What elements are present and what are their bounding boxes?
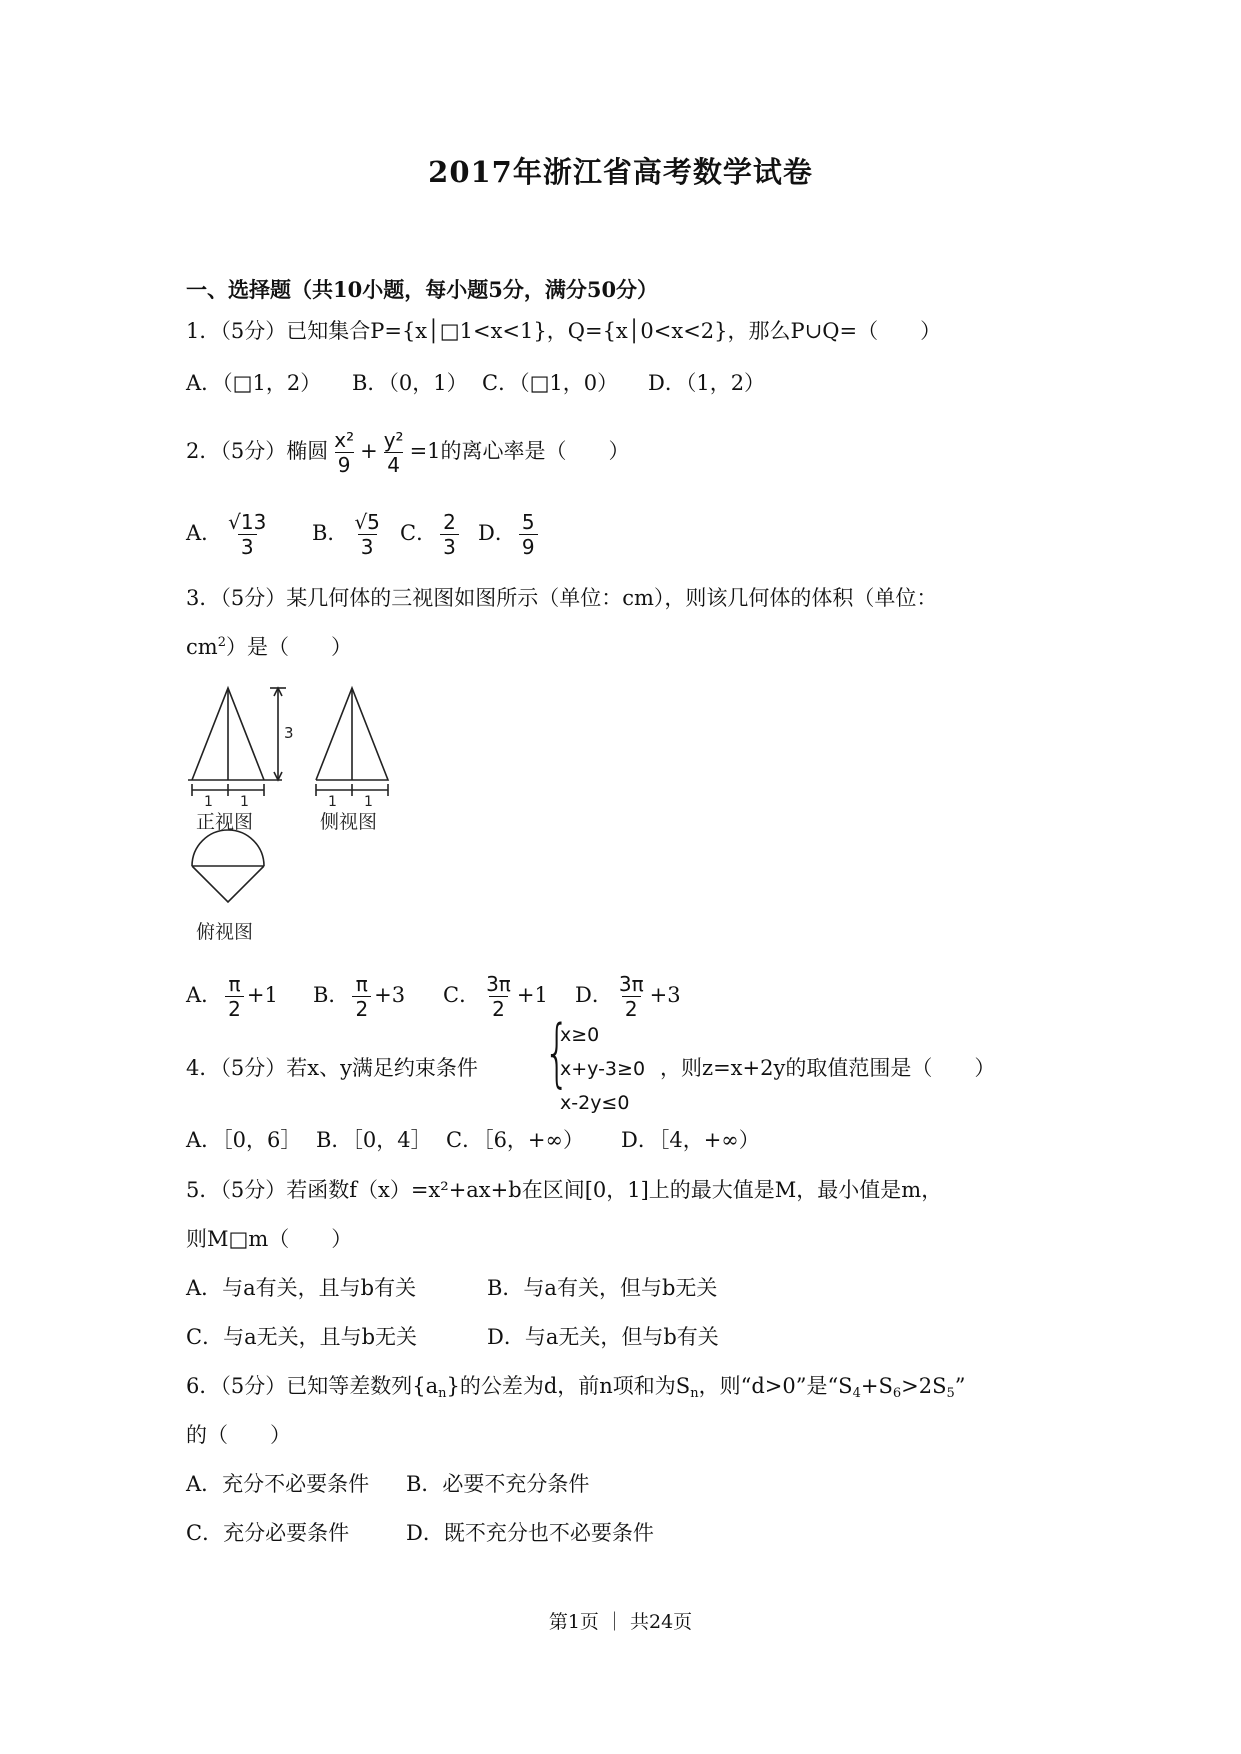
fraction-numerator: 5 xyxy=(521,510,535,534)
question-5-stem-line-2: 则M□m（ ） xyxy=(186,1227,353,1251)
question-1-options xyxy=(186,370,765,396)
option-tail: +3 xyxy=(374,983,406,1007)
side-width-label-1: 1 xyxy=(328,794,337,810)
front-width-label-1: 1 xyxy=(204,794,213,810)
q2-fraction-x xyxy=(331,428,357,477)
option-label: A． xyxy=(186,983,223,1007)
option-fraction xyxy=(616,972,647,1021)
q6-option-d[interactable]: D．既不充分也不必要条件 xyxy=(406,1521,654,1545)
fraction-numerator: y² xyxy=(383,428,404,452)
option-fraction xyxy=(225,510,269,559)
option-fraction xyxy=(440,510,459,559)
question-6-stem-line-2: 的（ ） xyxy=(186,1423,291,1447)
constraint-1: x≥0 xyxy=(560,1024,600,1046)
q3-unit: cm xyxy=(186,635,218,659)
question-3-options xyxy=(186,972,681,1021)
fraction-numerator: 2 xyxy=(443,510,456,534)
fraction-numerator: √13 xyxy=(228,510,267,534)
q6-subscript-n: n xyxy=(438,1386,447,1401)
side-view xyxy=(316,688,388,796)
option-fraction xyxy=(519,510,538,559)
option-label: A． xyxy=(186,521,223,545)
q6-gt: >2S xyxy=(901,1374,947,1398)
top-view-label: 俯视图 xyxy=(196,921,254,943)
constraint-2: x+y-3≥0 xyxy=(560,1058,646,1080)
q3-option-d[interactable] xyxy=(575,972,681,1021)
question-2-stem xyxy=(186,428,630,477)
option-fraction xyxy=(483,972,514,1021)
q6-option-c[interactable]: C．充分必要条件 xyxy=(186,1521,350,1545)
option-fraction xyxy=(225,972,244,1021)
q6-stem-c: ，则“d>0”是“S xyxy=(698,1374,853,1398)
question-1-stem: 1．（5分）已知集合P={x│□1<x<1}，Q={x│0<x<2}，那么P∪Q=（ ） xyxy=(186,319,942,343)
page-footer: 第1页 ｜ 共24页 xyxy=(548,1611,693,1633)
front-width-label-2: 1 xyxy=(240,794,249,810)
option-label: D． xyxy=(575,983,613,1007)
fraction-numerator: π xyxy=(228,972,241,996)
fraction-numerator: 3π xyxy=(486,972,511,996)
question-6-options-row-2 xyxy=(186,1520,654,1546)
q2-option-d[interactable] xyxy=(478,510,541,559)
q6-option-a[interactable]: A．充分不必要条件 xyxy=(186,1472,370,1496)
constraint-3: x-2y≤0 xyxy=(560,1092,630,1114)
option-label: C． xyxy=(400,521,438,545)
question-5-options-row-2 xyxy=(186,1324,719,1350)
q5-option-d[interactable]: D．与a无关，但与b有关 xyxy=(487,1325,719,1349)
q4-option-a[interactable]: A．［0，6］ xyxy=(186,1128,302,1152)
top-view-triangle xyxy=(192,866,264,902)
question-3-stem-line-2 xyxy=(186,634,352,660)
q6-stem-b: }的公差为d，前n项和为S xyxy=(446,1374,691,1398)
fraction-numerator: x² xyxy=(334,428,355,452)
top-view xyxy=(192,830,264,902)
fraction-denominator: 2 xyxy=(622,996,641,1021)
height-label: 3 xyxy=(284,724,294,742)
option-tail: +1 xyxy=(246,983,278,1007)
q6-plus: +S xyxy=(860,1374,893,1398)
option-fraction xyxy=(351,510,382,559)
q6-subscript-n-2: n xyxy=(690,1386,699,1401)
q3-unit-exponent: 2 xyxy=(217,635,226,650)
left-brace-icon: { xyxy=(544,1010,570,1096)
question-4-stem-a: 4．（5分）若x、y满足约束条件 xyxy=(186,1056,478,1080)
q6-close-quote: ” xyxy=(954,1374,966,1398)
fraction-numerator: √5 xyxy=(354,510,380,534)
three-view-drawing xyxy=(186,680,406,950)
q2-plus: + xyxy=(360,439,378,463)
fraction-denominator: 9 xyxy=(519,534,538,559)
fraction-denominator: 2 xyxy=(352,996,371,1021)
section-heading: 一、选择题（共10小题，每小题5分，满分50分） xyxy=(186,277,659,302)
q5-option-c[interactable]: C．与a无关，且与b无关 xyxy=(186,1325,418,1349)
top-view-arc xyxy=(192,830,264,866)
q2-stem-a: 2．（5分）椭圆 xyxy=(186,439,329,463)
fraction-denominator: 2 xyxy=(225,996,244,1021)
question-6-stem-line-1 xyxy=(186,1373,966,1399)
question-2-options xyxy=(186,510,541,559)
q6-subscript-5: 5 xyxy=(946,1386,955,1401)
q2-option-c[interactable] xyxy=(400,510,478,559)
q1-option-a[interactable]: A．（□1，2） xyxy=(186,371,322,395)
three-view-figure xyxy=(186,680,406,955)
fraction-denominator: 2 xyxy=(489,996,508,1021)
fraction-denominator: 3 xyxy=(440,534,459,559)
fraction-denominator: 3 xyxy=(238,534,257,559)
q3-stem-tail: ）是（ ） xyxy=(225,635,352,659)
q3-option-b[interactable] xyxy=(313,972,443,1021)
q4-option-b[interactable]: B．［0，4］ xyxy=(316,1128,432,1152)
fraction-numerator: π xyxy=(355,972,368,996)
q4-option-d[interactable]: D．［4，+∞） xyxy=(621,1128,760,1152)
q1-option-b[interactable]: B．（0，1） xyxy=(352,371,468,395)
fraction-denominator: 4 xyxy=(384,452,403,477)
q2-option-b[interactable] xyxy=(312,510,400,559)
option-tail: +3 xyxy=(649,983,681,1007)
question-4-stem-b: ，则z=x+2y的取值范围是（ ） xyxy=(660,1056,996,1080)
question-4-options xyxy=(186,1127,760,1153)
front-view xyxy=(188,688,286,796)
fraction-numerator: 3π xyxy=(618,972,644,996)
side-width-label-2: 1 xyxy=(364,794,373,810)
page-title: 2017年浙江省高考数学试卷 xyxy=(428,155,813,189)
constraint-system xyxy=(544,1010,646,1120)
option-label: C． xyxy=(443,983,481,1007)
fraction-denominator: 9 xyxy=(335,452,354,477)
q6-subscript-6: 6 xyxy=(892,1386,902,1401)
q6-subscript-4: 4 xyxy=(852,1386,861,1401)
fraction-denominator: 3 xyxy=(358,534,377,559)
side-view-label: 侧视图 xyxy=(320,811,378,833)
option-label: B． xyxy=(313,983,350,1007)
option-fraction xyxy=(352,972,371,1021)
q6-option-b[interactable]: B．必要不充分条件 xyxy=(406,1472,590,1496)
q1-option-c[interactable]: C．（□1，0） xyxy=(482,371,619,395)
q4-option-c[interactable]: C．［6，+∞） xyxy=(446,1128,585,1152)
question-5-stem-line-1: 5．（5分）若函数f（x）=x²+ax+b在区间[0，1]上的最大值是M，最小值是m， xyxy=(186,1178,943,1202)
q6-stem-a: 6．（5分）已知等差数列{a xyxy=(186,1374,439,1398)
option-tail: +1 xyxy=(516,983,548,1007)
q2-option-a[interactable] xyxy=(186,510,312,559)
q2-stem-b: =1的离心率是（ ） xyxy=(409,439,630,463)
question-3-stem-line-1: 3．（5分）某几何体的三视图如图所示（单位：cm），则该几何体的体积（单位： xyxy=(186,586,938,610)
q1-option-d[interactable]: D．（1，2） xyxy=(648,371,766,395)
q5-option-b[interactable]: B．与a有关，但与b无关 xyxy=(487,1276,718,1300)
option-label: D． xyxy=(478,521,516,545)
q2-fraction-y xyxy=(381,428,407,477)
front-view-label: 正视图 xyxy=(196,811,254,833)
q3-option-a[interactable] xyxy=(186,972,313,1021)
question-5-options-row-1 xyxy=(186,1275,717,1301)
question-6-options-row-1 xyxy=(186,1471,589,1497)
q5-option-a[interactable]: A．与a有关，且与b有关 xyxy=(186,1276,417,1300)
option-label: B． xyxy=(312,521,349,545)
